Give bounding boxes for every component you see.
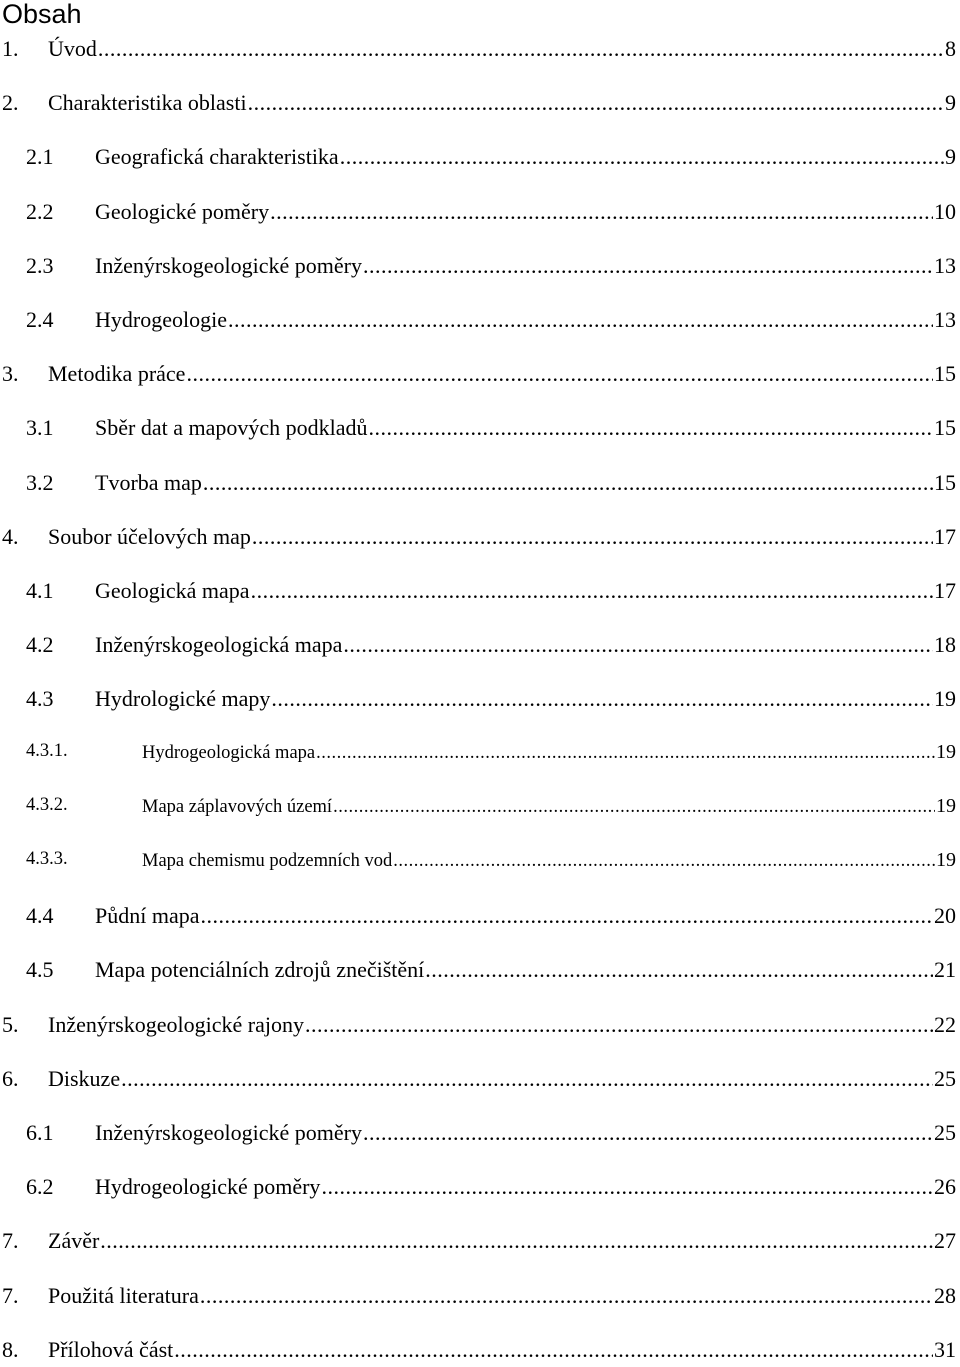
toc-entry-label: Metodika práce bbox=[48, 361, 186, 387]
toc-entry-body bbox=[95, 903, 956, 929]
toc-entry-page: 26 bbox=[934, 1174, 956, 1200]
toc-entry-label: Hydrogeologie bbox=[95, 307, 227, 332]
toc-entry-page: 18 bbox=[934, 632, 956, 658]
toc-entry[interactable] bbox=[0, 470, 956, 500]
toc-title: Obsah bbox=[2, 0, 82, 29]
toc-entry-number: 4.3 bbox=[26, 686, 54, 712]
toc-entry-number: 2. bbox=[2, 90, 19, 116]
toc-entry[interactable] bbox=[0, 741, 956, 771]
dot-leader bbox=[248, 90, 944, 116]
toc-entry-number: 4.3.3. bbox=[26, 849, 68, 869]
dot-leader bbox=[340, 144, 944, 170]
toc-entry[interactable] bbox=[0, 795, 956, 825]
toc-entry-label: Geografická charakteristika bbox=[95, 144, 339, 170]
dot-leader bbox=[425, 957, 933, 983]
toc-entry-body bbox=[142, 849, 956, 872]
toc-entry-page: 17 bbox=[934, 578, 956, 603]
toc-entry-number: 3.2 bbox=[26, 469, 54, 495]
toc-entry[interactable] bbox=[0, 849, 956, 879]
toc-entry-number: 4.4 bbox=[26, 903, 54, 929]
toc-entry-body bbox=[95, 470, 956, 496]
toc-entry[interactable] bbox=[0, 144, 956, 174]
dot-leader bbox=[363, 1120, 933, 1146]
toc-entry[interactable] bbox=[0, 415, 956, 445]
toc-entry-label: Hydrologické mapy bbox=[95, 686, 271, 712]
toc-entry-number: 3. bbox=[2, 361, 19, 387]
dot-leader bbox=[271, 686, 933, 712]
toc-entry[interactable] bbox=[0, 686, 956, 716]
toc-entry-page: 31 bbox=[934, 1336, 956, 1362]
toc-entry-number: 7. bbox=[2, 1228, 19, 1254]
toc-entry-body bbox=[95, 578, 956, 604]
dot-leader bbox=[363, 253, 933, 279]
toc-entry-page: 9 bbox=[945, 90, 956, 116]
toc-entry-page: 15 bbox=[934, 361, 956, 387]
toc-entry[interactable] bbox=[0, 1174, 956, 1204]
toc-entry-page: 28 bbox=[934, 1282, 956, 1308]
toc-entry[interactable] bbox=[0, 957, 956, 987]
toc-entry-number: 8. bbox=[2, 1336, 19, 1362]
toc-entry-number: 2.4 bbox=[26, 307, 54, 332]
toc-entry[interactable] bbox=[0, 1120, 956, 1150]
toc-entry[interactable] bbox=[0, 524, 956, 554]
dot-leader bbox=[100, 1228, 933, 1254]
toc-entry[interactable] bbox=[0, 36, 956, 66]
toc-entry-number: 6.2 bbox=[26, 1174, 54, 1200]
dot-leader bbox=[321, 1174, 933, 1200]
toc-entry-body bbox=[48, 361, 956, 387]
toc-entry-page: 19 bbox=[936, 794, 956, 817]
toc-entry[interactable] bbox=[0, 1337, 956, 1367]
toc-entry-body bbox=[95, 415, 956, 441]
toc-entry-label: Závěr bbox=[48, 1228, 100, 1254]
toc-entry-label: Mapa záplavových území bbox=[142, 796, 333, 817]
toc-entry-label: Sběr dat a mapových podkladů bbox=[95, 415, 368, 441]
toc-entry-label: Inženýrskogeologické rajony bbox=[48, 1011, 304, 1037]
toc-entry-label: Mapa chemismu podzemních vod bbox=[142, 851, 393, 871]
toc-entry-body bbox=[95, 1174, 956, 1200]
toc-entry-label: Půdní mapa bbox=[95, 903, 200, 929]
toc-entry-number: 3.1 bbox=[26, 415, 54, 441]
toc-entry-label: Inženýrskogeologické poměry bbox=[95, 252, 362, 278]
toc-entry-label: Diskuze bbox=[48, 1065, 121, 1091]
toc-entry-page: 25 bbox=[934, 1120, 956, 1145]
toc-entry-number: 4.3.2. bbox=[26, 794, 68, 815]
toc-entry-body bbox=[95, 307, 956, 333]
toc-entry-page: 15 bbox=[934, 415, 956, 441]
toc-entry-number: 2.3 bbox=[26, 252, 54, 278]
toc-entry-body bbox=[48, 1066, 956, 1092]
toc-entry[interactable] bbox=[0, 1012, 956, 1042]
dot-leader bbox=[203, 470, 933, 496]
toc-entry-body bbox=[142, 741, 956, 764]
toc-entry-body bbox=[95, 632, 956, 658]
toc-entry[interactable] bbox=[0, 253, 956, 283]
dot-leader bbox=[369, 415, 934, 441]
toc-entry-label: Inženýrskogeologické poměry bbox=[95, 1120, 362, 1145]
toc-entry-body bbox=[48, 524, 956, 550]
toc-entry-label: Tvorba map bbox=[95, 469, 202, 495]
toc-entry-label: Přílohová část bbox=[48, 1336, 174, 1362]
toc-entry-page: 10 bbox=[934, 198, 956, 224]
dot-leader bbox=[251, 578, 933, 604]
dot-leader bbox=[174, 1337, 933, 1363]
toc-entry-page: 13 bbox=[934, 252, 956, 278]
toc-entry-body bbox=[95, 686, 956, 712]
toc-entry-body bbox=[95, 199, 956, 225]
toc-entry-number: 2.1 bbox=[26, 144, 54, 170]
toc-entry[interactable] bbox=[0, 90, 956, 120]
toc-entry-number: 2.2 bbox=[26, 198, 54, 224]
toc-entry-number: 4. bbox=[2, 523, 19, 549]
toc-entry-label: Geologické poměry bbox=[95, 198, 270, 224]
toc-entry-page: 27 bbox=[934, 1228, 956, 1254]
toc-entry-number: 7. bbox=[2, 1282, 19, 1308]
toc-entry-number: 5. bbox=[2, 1011, 19, 1037]
toc-entry-body bbox=[142, 795, 956, 818]
dot-leader bbox=[316, 743, 935, 764]
dot-leader bbox=[333, 797, 935, 818]
toc-entry-body bbox=[95, 253, 956, 279]
toc-entry-page: 25 bbox=[934, 1065, 956, 1091]
toc-entry-page: 20 bbox=[934, 903, 956, 929]
toc-entry-page: 22 bbox=[934, 1011, 956, 1037]
toc-entry-label: Mapa potenciálních zdrojů znečištění bbox=[95, 957, 425, 983]
toc-entry-number: 4.3.1. bbox=[26, 740, 68, 761]
dot-leader bbox=[228, 307, 933, 333]
toc-entry-page: 9 bbox=[945, 144, 956, 170]
toc-entry-body bbox=[95, 144, 956, 170]
toc-entry[interactable] bbox=[0, 1283, 956, 1313]
toc-entry[interactable] bbox=[0, 1228, 956, 1258]
toc-entry-label: Geologická mapa bbox=[95, 578, 250, 603]
dot-leader bbox=[393, 851, 935, 872]
toc-entry-label: Charakteristika oblasti bbox=[48, 90, 247, 116]
toc-entry-number: 4.2 bbox=[26, 632, 54, 658]
toc-entry-page: 19 bbox=[934, 686, 956, 712]
dot-leader bbox=[200, 1283, 933, 1309]
toc-entry-number: 4.5 bbox=[26, 957, 54, 983]
toc-entry[interactable] bbox=[0, 578, 956, 608]
toc-entry-body bbox=[95, 957, 956, 983]
toc-entry-label: Inženýrskogeologická mapa bbox=[95, 632, 343, 658]
toc-entry-number: 1. bbox=[2, 36, 19, 61]
toc-entry-body bbox=[48, 1337, 956, 1363]
toc-entry-page: 19 bbox=[936, 849, 956, 871]
toc-entry-page: 17 bbox=[934, 523, 956, 549]
toc-entry-page: 21 bbox=[934, 957, 956, 983]
toc-entry-body bbox=[48, 90, 956, 116]
dot-leader bbox=[186, 361, 933, 387]
toc-entry-label: Úvod bbox=[48, 36, 97, 61]
toc-entry-number: 6.1 bbox=[26, 1120, 54, 1145]
toc-entry-page: 13 bbox=[934, 307, 956, 332]
toc-entry-label: Soubor účelových map bbox=[48, 523, 251, 549]
dot-leader bbox=[121, 1066, 933, 1092]
toc-entry[interactable] bbox=[0, 632, 956, 662]
toc-entry-page: 8 bbox=[945, 36, 956, 61]
dot-leader bbox=[270, 199, 933, 225]
toc-entry-body bbox=[95, 1120, 956, 1146]
toc-entry-label: Hydrogeologické poměry bbox=[95, 1174, 321, 1200]
dot-leader bbox=[343, 632, 933, 658]
dot-leader bbox=[201, 903, 934, 929]
dot-leader bbox=[305, 1012, 933, 1038]
toc-entry[interactable] bbox=[0, 903, 956, 933]
toc-entry-body bbox=[48, 36, 956, 62]
toc-entry[interactable] bbox=[0, 199, 956, 229]
toc-entry-body bbox=[48, 1012, 956, 1038]
toc-entry-label: Použitá literatura bbox=[48, 1282, 199, 1308]
dot-leader bbox=[252, 524, 933, 550]
toc-entry-body bbox=[48, 1283, 956, 1309]
toc-entry[interactable] bbox=[0, 361, 956, 391]
toc-entry-page: 19 bbox=[936, 740, 956, 763]
dot-leader bbox=[98, 36, 944, 62]
toc-entry-label: Hydrogeologická mapa bbox=[142, 742, 316, 763]
toc-entry[interactable] bbox=[0, 307, 956, 337]
toc-entry-number: 4.1 bbox=[26, 578, 54, 603]
toc-entry[interactable] bbox=[0, 1066, 956, 1096]
toc-entry-body bbox=[48, 1228, 956, 1254]
toc-entry-number: 6. bbox=[2, 1065, 19, 1091]
toc-entry-page: 15 bbox=[934, 469, 956, 495]
